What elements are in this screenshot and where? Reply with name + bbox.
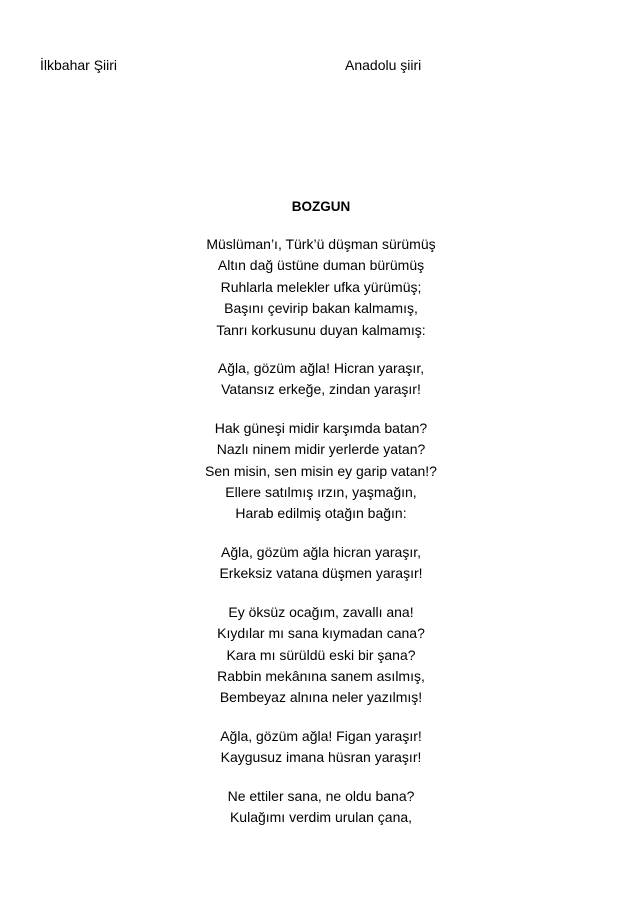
poem-line: Bembeyaz alnına neler yazılmış! [219,689,423,706]
stanza-1 [160,234,482,341]
poem [160,196,482,845]
poem-line: Ağla, gözüm ağla! Figan yaraşır! [220,727,422,744]
poem-line: Erkeksiz vatana düşmen yaraşır! [219,565,423,582]
stanza-6 [160,726,482,769]
poem-line: Kulağımı verdim urulan çana, [229,808,413,825]
poem-line: Ne ettiler sana, ne oldu bana? [227,787,415,804]
poem-line: Sen misin, sen misin ey garip vatan!? [205,462,437,479]
poem-line: Nazlı ninem midir yerlerde yatan? [216,441,426,458]
poem-line: Hak güneşi midir karşımda batan? [214,419,428,436]
header-left-title: İlkbahar Şiiri [40,57,118,73]
stanza-4 [160,542,482,585]
poem-line: Tanrı korkusunu duyan kalmamış: [216,321,426,338]
poem-line: Altın dağ üstüne duman bürümüş [217,257,425,274]
stanza-7 [160,786,482,829]
poem-line: Kıydılar mı sana kıymadan cana? [217,625,425,642]
poem-title: BOZGUN [291,199,351,214]
poem-line: Ellere satılmış ırzın, yaşmağın, [225,484,417,501]
poem-line: Ruhlarla melekler ufka yürümüş; [220,278,422,295]
stanza-5 [160,602,482,709]
poem-line: Ağla, gözüm ağla hicran yaraşır, [221,543,421,560]
poem-line: Kara mı sürüldü eski bir şana? [226,646,416,663]
poem-line: Rabbin mekânına sanem asılmış, [217,667,425,684]
stanza-3 [160,418,482,525]
poem-line: Ey öksüz ocağım, zavallı ana! [228,603,414,620]
poem-line: Başını çevirip bakan kalmamış, [224,300,418,317]
header-right-title: Anadolu şiiri [345,57,422,73]
poem-line: Kaygusuz imana hüsran yaraşır! [220,749,422,766]
poem-line: Müslüman’ı, Türk’ü düşman sürümüş [206,236,436,252]
stanza-2 [160,358,482,401]
poem-line: Ağla, gözüm ağla! Hicran yaraşır, [217,360,425,377]
poem-line: Harab edilmiş otağın bağın: [235,505,407,522]
poem-line: Vatansız erkeğe, zindan yaraşır! [221,381,421,398]
